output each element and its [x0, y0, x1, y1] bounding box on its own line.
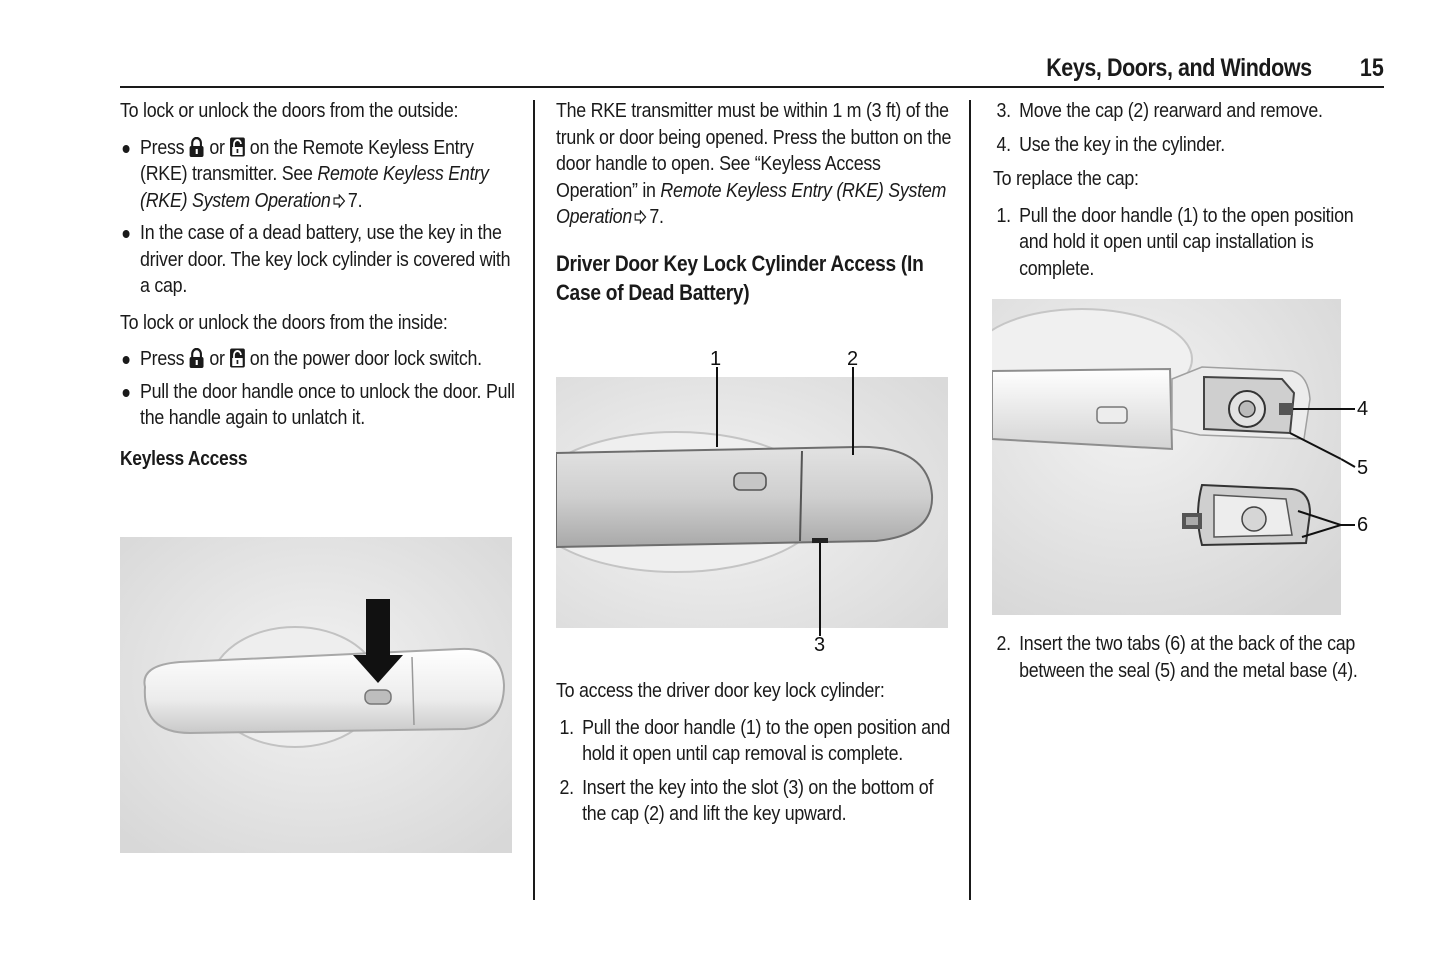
header-rule	[120, 86, 1384, 88]
step-text: Insert the two tabs (6) at the back of the cap between the seal (5) and the metal base (4).	[1019, 632, 1358, 682]
column-1	[120, 98, 515, 486]
running-header-title: Keys, Doors, and Windows	[1046, 54, 1312, 82]
column-divider-left	[533, 100, 535, 900]
list-item	[120, 135, 515, 215]
list-item: In the case of a dead battery, use the key in the driver door. The key lock cylinder is covered with a cap.	[120, 220, 515, 300]
door-handle-cap-illustration	[556, 377, 948, 628]
text-or: or	[209, 347, 225, 370]
cylinder-access-intro: To access the driver door key lock cylinder:	[556, 679, 885, 702]
step-number: 3.	[996, 99, 1011, 122]
step-text: Move the cap (2) rearward and remove.	[1019, 99, 1323, 122]
column-3	[993, 98, 1385, 290]
column-divider-right	[969, 100, 971, 900]
unlock-icon	[229, 137, 245, 157]
step-number: 4.	[996, 132, 1011, 156]
list-item: Pull the door handle once to unlock the door. Pull the handle again to unlatch it.	[120, 379, 515, 432]
xref-page: 7.	[347, 188, 363, 212]
xref-link-rke[interactable]: Remote Keyless Entry (RKE) System Operation	[556, 178, 947, 228]
callout-leader-top	[556, 347, 948, 377]
step-number: 1.	[559, 715, 574, 739]
rke-range-paragraph	[556, 98, 952, 231]
xref-page: 7.	[649, 205, 664, 228]
cylinder-access-steps	[556, 715, 952, 828]
column-3-lower	[993, 631, 1385, 692]
replace-cap-intro: To replace the cap:	[993, 167, 1139, 190]
step-text: Insert the key into the slot (3) on the bottom of the cap (2) and lift the key upward.	[582, 775, 934, 825]
list-item	[993, 132, 1385, 159]
outside-lock-intro: To lock or unlock the doors from the outside:	[120, 99, 459, 122]
rke-range-text: The RKE transmitter must be within 1 m (3 ft) of the trunk or door being opened. Press the button on the door handle to open. See “Keyless Access Operation” in	[556, 99, 952, 202]
keyless-access-heading: Keyless Access	[120, 447, 248, 470]
list-item	[120, 346, 515, 373]
cap-replacement-figure	[992, 299, 1341, 615]
callout-label: 5	[1357, 457, 1369, 479]
outside-lock-list	[120, 135, 515, 300]
list-item	[556, 775, 952, 828]
list-item	[993, 98, 1385, 125]
list-item	[993, 203, 1385, 283]
step-text: Use the key in the cylinder.	[1019, 132, 1225, 156]
step-number: 1.	[996, 203, 1011, 227]
replace-cap-steps-continued	[993, 631, 1385, 684]
list-item	[993, 631, 1385, 684]
cross-reference-arrow-icon	[333, 194, 345, 208]
keyless-access-figure	[120, 537, 512, 853]
page-number: 15	[1360, 54, 1384, 82]
text-rke: on the Remote Keyless Entry (RKE) transmitter. See	[140, 135, 474, 185]
unlock-icon	[229, 348, 245, 368]
callout-label: 4	[1357, 398, 1369, 420]
text-or: or	[209, 135, 225, 159]
cap-and-cylinder-illustration	[992, 299, 1341, 615]
replace-cap-steps	[993, 203, 1385, 283]
text-press: Press	[140, 347, 185, 370]
step-text: Pull the door handle (1) to the open position and hold it open until cap removal is complete.	[582, 715, 951, 765]
inside-lock-list	[120, 346, 515, 432]
door-handle-button-illustration	[120, 537, 512, 853]
lock-icon	[189, 137, 205, 157]
cross-reference-arrow-icon	[635, 210, 647, 224]
list-item	[556, 715, 952, 768]
text-switch: on the power door lock switch.	[249, 347, 482, 370]
inside-lock-intro: To lock or unlock the doors from the inside:	[120, 310, 448, 334]
callout-label: 2	[847, 348, 859, 370]
text-press: Press	[140, 135, 185, 159]
xref-link-rke[interactable]: Remote Keyless Entry (RKE) System Operation	[140, 162, 489, 212]
section-heading-key-lock-cylinder: Driver Door Key Lock Cylinder Access (In Case of Dead Battery)	[556, 250, 924, 305]
callout-label: 6	[1357, 514, 1369, 536]
step-number: 2.	[559, 775, 574, 799]
step-text: Pull the door handle (1) to the open position and hold it open until cap installation is complete.	[1019, 203, 1354, 280]
callout-leader-bottom	[556, 628, 948, 638]
column-2	[556, 98, 952, 323]
step-number: 2.	[996, 632, 1011, 655]
cylinder-steps-continued	[993, 98, 1385, 158]
column-2-lower	[556, 678, 952, 836]
callout-label: 1	[710, 348, 722, 370]
lock-icon	[189, 348, 205, 368]
key-lock-cylinder-figure	[556, 377, 948, 628]
callout-label: 3	[814, 634, 826, 656]
